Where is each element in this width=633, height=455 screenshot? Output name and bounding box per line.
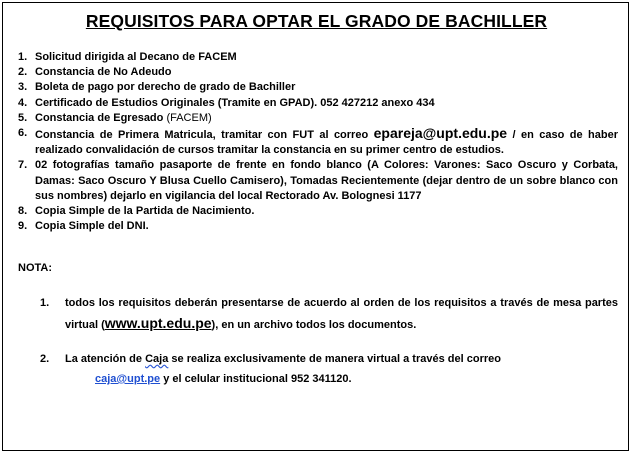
note-number: 1. xyxy=(40,297,50,309)
note-text-after: ), en un archivo todos los documentos. xyxy=(211,319,417,331)
note-text-middle: se realiza exclusivamente de manera virtual a través del correo xyxy=(168,353,501,365)
requirement-item xyxy=(18,80,618,95)
page-title: REQUISITOS PARA OPTAR EL GRADO DE BACHILLER xyxy=(85,11,548,31)
requirement-item xyxy=(18,96,618,111)
requirement-number: 3. xyxy=(18,81,28,94)
note-item xyxy=(40,349,618,389)
requirement-item xyxy=(18,204,618,219)
requirement-item xyxy=(18,50,618,65)
requirement-text: Boleta de pago por derecho de grado de Bachiller xyxy=(35,81,296,94)
nota-label: NOTA: xyxy=(18,262,53,274)
requirement-number: 2. xyxy=(18,66,28,79)
note-text: La atención de xyxy=(65,353,143,365)
notes-list xyxy=(40,293,618,389)
requirement-item xyxy=(18,158,618,204)
note-item xyxy=(40,293,618,335)
website-link[interactable]: www.upt.edu.pe xyxy=(104,315,212,331)
requirement-number: 7. xyxy=(18,159,28,172)
requirement-text: Constancia de Primera Matricula, tramitar con FUT al correo xyxy=(35,129,369,142)
requirements-list xyxy=(18,50,618,234)
requirement-item xyxy=(18,219,618,234)
note-text: todos los requisitos deberán presentarse de acuerdo al orden de los requisitos a través de mesa partes virtual ( xyxy=(65,297,618,331)
requirement-text: Copia Simple del DNI. xyxy=(35,220,149,233)
requirement-text: Certificado de Estudios Originales (Tramite en GPAD). 052 427212 anexo 434 xyxy=(35,96,435,109)
caja-word: Caja xyxy=(145,353,169,365)
requirement-item xyxy=(18,65,618,80)
note-number: 2. xyxy=(40,353,50,365)
requirement-item xyxy=(18,126,618,158)
requirement-text: Solicitud dirigida al Decano de FACEM xyxy=(35,51,237,63)
requirement-text: Copia Simple de la Partida de Nacimiento. xyxy=(35,205,255,218)
matricula-email[interactable]: epareja@upt.edu.pe xyxy=(373,125,508,142)
requirement-item xyxy=(18,111,618,126)
requirement-number: 6. xyxy=(18,127,28,140)
requirement-number: 1. xyxy=(18,51,28,63)
requirement-number: 4. xyxy=(18,96,28,109)
requirement-text: 02 fotografías tamaño pasaporte de frente en fondo blanco (A Colores: Varones: Saco Oscuro y Corbata, Damas: Saco Oscuro Y Blusa Cuello Camisero), Tomadas Recientemente (dejar dentro de un sobre blanco con sus nombres) dejarlo en vigilancia del local Rectorado Av. Bolognesi 1177 xyxy=(35,159,618,202)
requirement-text-after: / en caso de haber realizado convalidación de cursos tramitar la constancia en su primer centro de estudios. xyxy=(35,129,618,157)
note-text-after: y el celular institucional 952 341120. xyxy=(160,373,352,385)
requirement-number: 8. xyxy=(18,205,28,218)
requirement-number: 9. xyxy=(18,220,28,233)
caja-email-link[interactable]: caja@upt.pe xyxy=(95,373,161,385)
requirement-text: Constancia de Egresado xyxy=(35,111,164,124)
requirement-text: Constancia de No Adeudo xyxy=(35,66,172,79)
requirement-number: 5. xyxy=(18,111,28,124)
requirement-extra: (FACEM) xyxy=(166,111,212,124)
